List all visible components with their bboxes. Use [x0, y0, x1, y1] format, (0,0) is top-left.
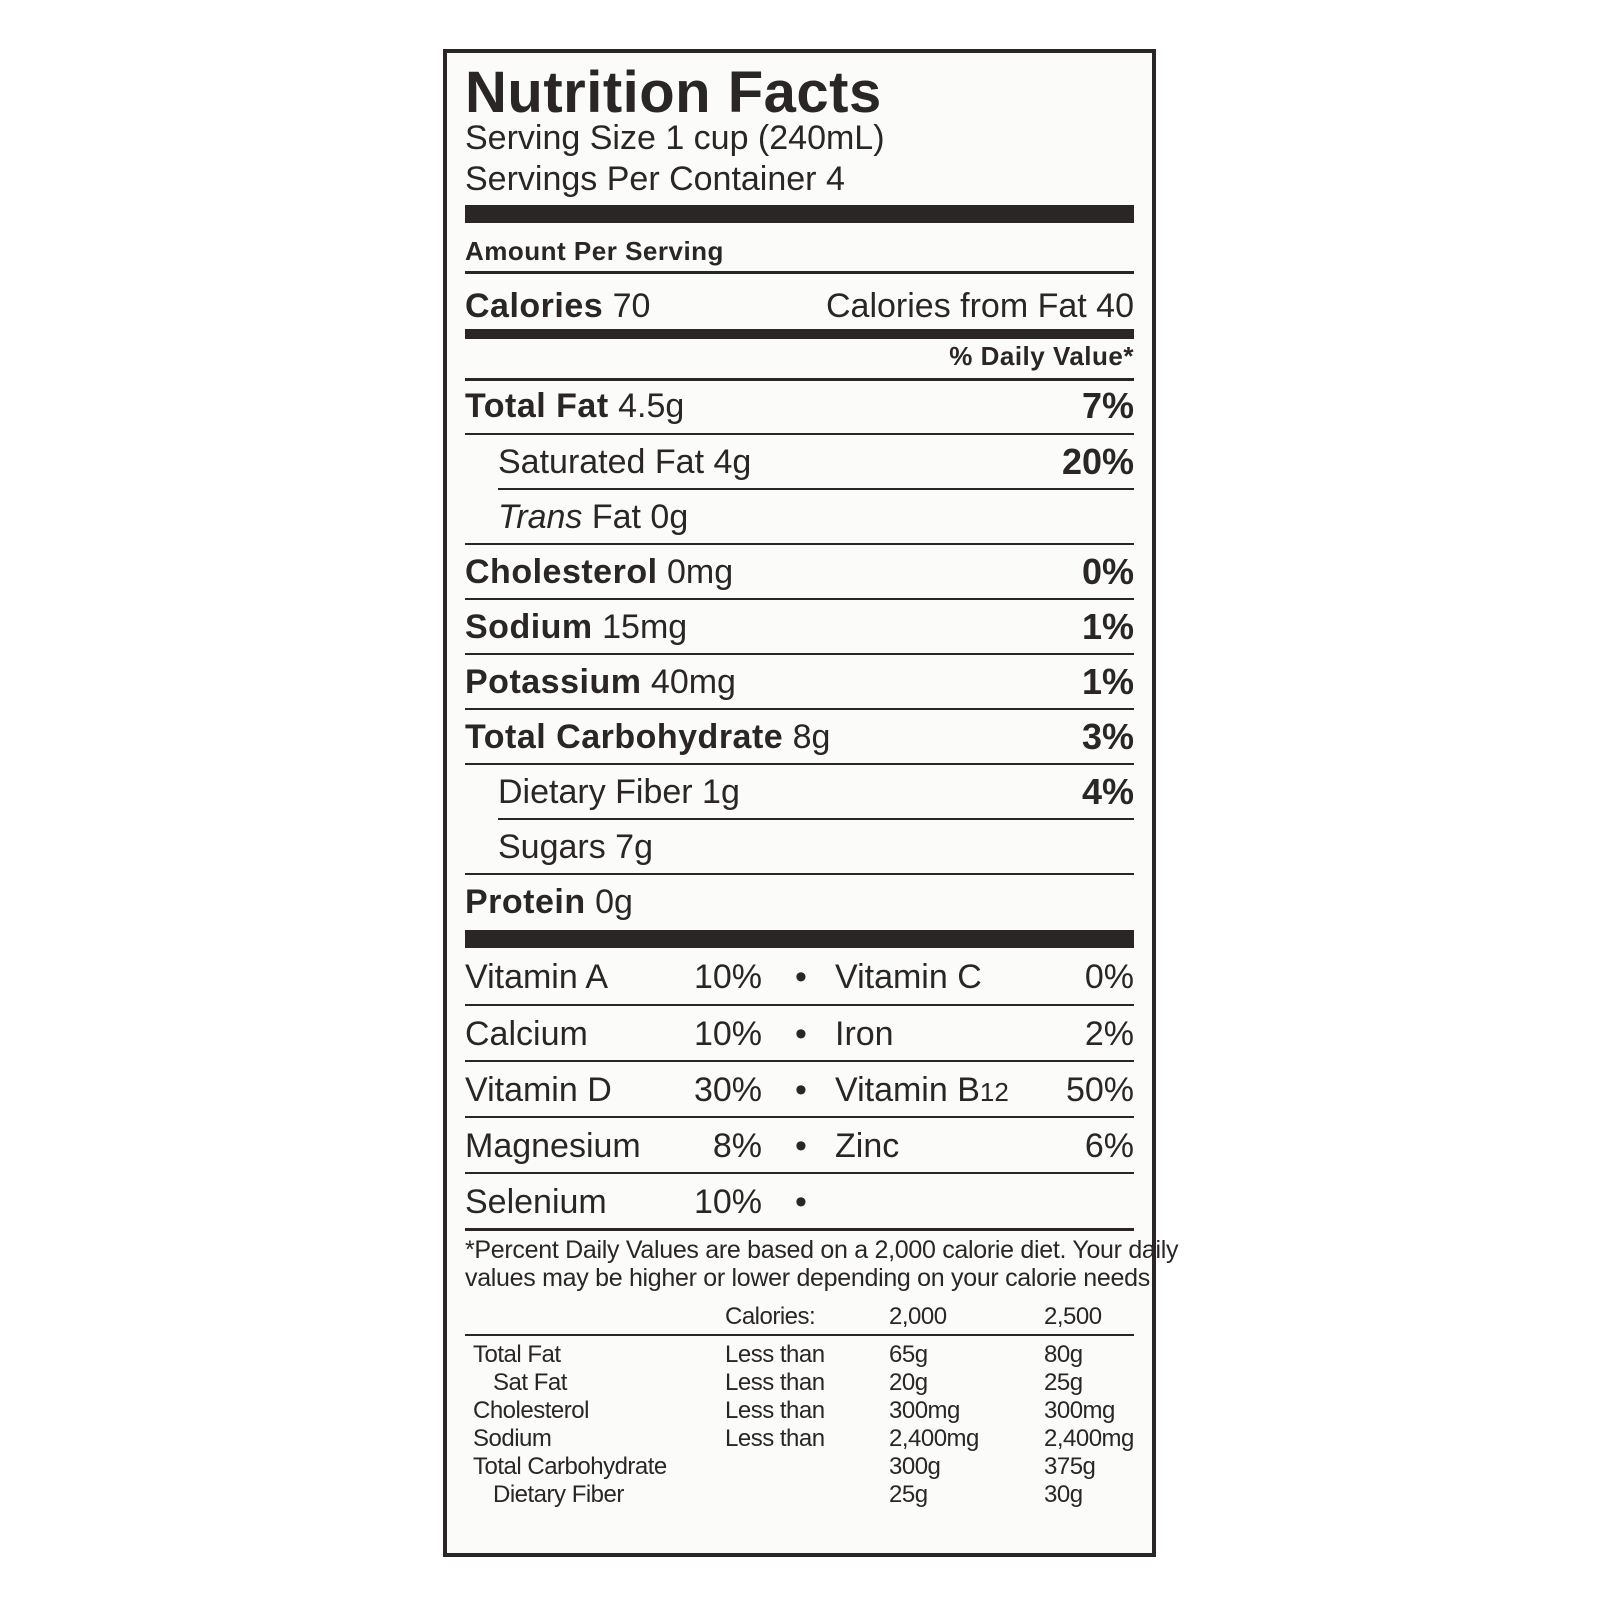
- footnote-line-2: values may be higher or lower depending on your calorie needs:: [465, 1264, 1157, 1292]
- dv-table-value: 2,400mg: [889, 1425, 979, 1452]
- nutrient-row-total-carbohydrate: [465, 710, 1134, 764]
- calories-from-fat: Calories from Fat 40: [826, 287, 1134, 325]
- vitamin-row: [465, 949, 1134, 1005]
- dv-table-value: 20g: [889, 1369, 928, 1396]
- nutrient-row-dietary-fiber: [465, 765, 1134, 819]
- dv-table-nutrient: Cholesterol: [473, 1397, 589, 1424]
- nutrient-name: Cholesterol: [465, 553, 658, 591]
- label-title: Nutrition Facts: [465, 60, 882, 125]
- vitamin-percent: 8%: [712, 1127, 762, 1165]
- nutrient-name: Trans: [498, 498, 583, 536]
- dv-table-value: 25g: [889, 1481, 928, 1508]
- nutrient-name: Dietary Fiber 1g: [498, 773, 740, 811]
- nutrient-name: Sodium: [465, 608, 593, 646]
- dv-table-value: 30g: [1044, 1481, 1083, 1508]
- vitamin-percent: 10%: [693, 958, 762, 996]
- nutrient-row-sodium: [465, 600, 1134, 654]
- vitamin-percent: 50%: [1065, 1071, 1134, 1109]
- nutrient-amount: 4.5g: [618, 387, 685, 425]
- vitamin-name: Iron: [835, 1015, 894, 1053]
- divider: [465, 1334, 1134, 1336]
- nutrient-row-total-fat: [465, 379, 1134, 433]
- nutrient-row-sugars: [465, 820, 1134, 874]
- nutrient-name: Protein: [465, 883, 586, 921]
- dv-table-value: 375g: [1044, 1453, 1096, 1480]
- vitamin-name: Magnesium: [465, 1127, 641, 1165]
- nutrition-facts-label: [443, 49, 1179, 1557]
- vitamin-row: [465, 1062, 1134, 1118]
- amount-per-serving: Amount Per Serving: [465, 236, 724, 266]
- nutrient-dv: 1%: [1081, 606, 1134, 647]
- vitamin-name: Vitamin D: [465, 1071, 612, 1109]
- vitamin-name: Selenium: [465, 1183, 607, 1221]
- thick-divider-top: [465, 205, 1134, 223]
- dv-table-nutrient: Sat Fat: [493, 1369, 567, 1396]
- dv-table-nutrient: Sodium: [473, 1425, 552, 1452]
- dv-table-limit: Less than: [725, 1425, 825, 1452]
- vitamin-row: [465, 1174, 1134, 1230]
- vitamin-row: [465, 1006, 1134, 1062]
- vitamin-name: Vitamin A: [465, 958, 609, 996]
- nutrient-name: Saturated Fat 4g: [498, 443, 752, 481]
- nutrient-row-potassium: [465, 655, 1134, 709]
- bullet-separator: •: [795, 1127, 807, 1165]
- vitamin-name: Vitamin B12: [835, 1071, 1009, 1109]
- nutrient-dv: 20%: [1061, 441, 1134, 482]
- footnote-line-1: *Percent Daily Values are based on a 2,000 calorie diet. Your daily: [465, 1236, 1179, 1264]
- vitamin-percent: 6%: [1084, 1127, 1134, 1165]
- dv-table-nutrient: Dietary Fiber: [493, 1481, 624, 1508]
- dv-table-header-2500: 2,500: [1044, 1303, 1102, 1330]
- vitamin-name: Vitamin C: [835, 958, 982, 996]
- nutrient-name: Potassium: [465, 663, 642, 701]
- daily-value-header: % Daily Value*: [949, 341, 1134, 371]
- dv-table-limit: Less than: [725, 1369, 825, 1396]
- nutrient-row-cholesterol: [465, 545, 1134, 599]
- vitamin-percent: 10%: [693, 1183, 762, 1221]
- nutrient-amount: 15mg: [602, 608, 688, 646]
- nutrient-dv: 7%: [1081, 385, 1134, 426]
- calories-label: Calories: [465, 287, 604, 325]
- vitamin-name: Zinc: [835, 1127, 900, 1165]
- nutrient-amount: Fat 0g: [591, 498, 689, 536]
- nutrient-name: Total Fat: [465, 387, 609, 425]
- nutrient-amount: 0g: [595, 883, 633, 921]
- dv-table-value: 2,400mg: [1044, 1425, 1134, 1452]
- dv-table-value: 25g: [1044, 1369, 1083, 1396]
- nutrient-dv: 3%: [1081, 716, 1134, 757]
- calories-row: [465, 279, 1134, 333]
- nutrient-dv: 4%: [1081, 771, 1134, 812]
- dv-table-limit: Less than: [725, 1397, 825, 1424]
- vitamin-percent: 0%: [1084, 958, 1134, 996]
- divider: [465, 271, 1134, 274]
- dv-table-value: 300mg: [889, 1397, 960, 1424]
- bullet-separator: •: [795, 1071, 807, 1109]
- nutrient-amount: 0mg: [667, 553, 734, 591]
- bullet-separator: •: [795, 1015, 807, 1053]
- dv-table-header-2000: 2,000: [889, 1303, 947, 1330]
- calories-value: 70: [612, 287, 651, 325]
- nutrient-dv: 1%: [1081, 661, 1134, 702]
- dv-table-limit: Less than: [725, 1341, 825, 1368]
- nutrient-amount: 8g: [792, 718, 831, 756]
- thick-divider-vitamins: [465, 930, 1134, 948]
- nutrient-name: Sugars 7g: [498, 828, 653, 866]
- dv-table-value: 65g: [889, 1341, 928, 1368]
- nutrient-row-trans-fat: [465, 490, 1134, 544]
- serving-size: Serving Size 1 cup (240mL): [465, 119, 885, 157]
- vitamin-percent: 2%: [1084, 1015, 1134, 1053]
- dv-table-value: 300mg: [1044, 1397, 1115, 1424]
- bullet-separator: •: [795, 1183, 807, 1221]
- servings-per-container: Servings Per Container 4: [465, 160, 845, 198]
- nutrient-amount: 40mg: [650, 663, 736, 701]
- nutrient-row-saturated-fat: [465, 435, 1134, 489]
- vitamin-name: Calcium: [465, 1015, 588, 1053]
- nutrient-dv: 0%: [1081, 551, 1134, 592]
- dv-table-nutrient: Total Carbohydrate: [473, 1453, 667, 1480]
- nutrient-row-protein: [465, 875, 1134, 929]
- medium-divider: [465, 329, 1134, 339]
- dv-table-value: 300g: [889, 1453, 941, 1480]
- dv-table-header-label: Calories:: [725, 1303, 816, 1330]
- bullet-separator: •: [795, 958, 807, 996]
- divider: [465, 1228, 1134, 1231]
- vitamin-percent: 10%: [693, 1015, 762, 1053]
- dv-table-nutrient: Total Fat: [473, 1341, 561, 1368]
- nutrient-name: Total Carbohydrate: [465, 718, 784, 756]
- vitamin-percent: 30%: [693, 1071, 762, 1109]
- dv-table-value: 80g: [1044, 1341, 1083, 1368]
- vitamin-row: [465, 1118, 1134, 1174]
